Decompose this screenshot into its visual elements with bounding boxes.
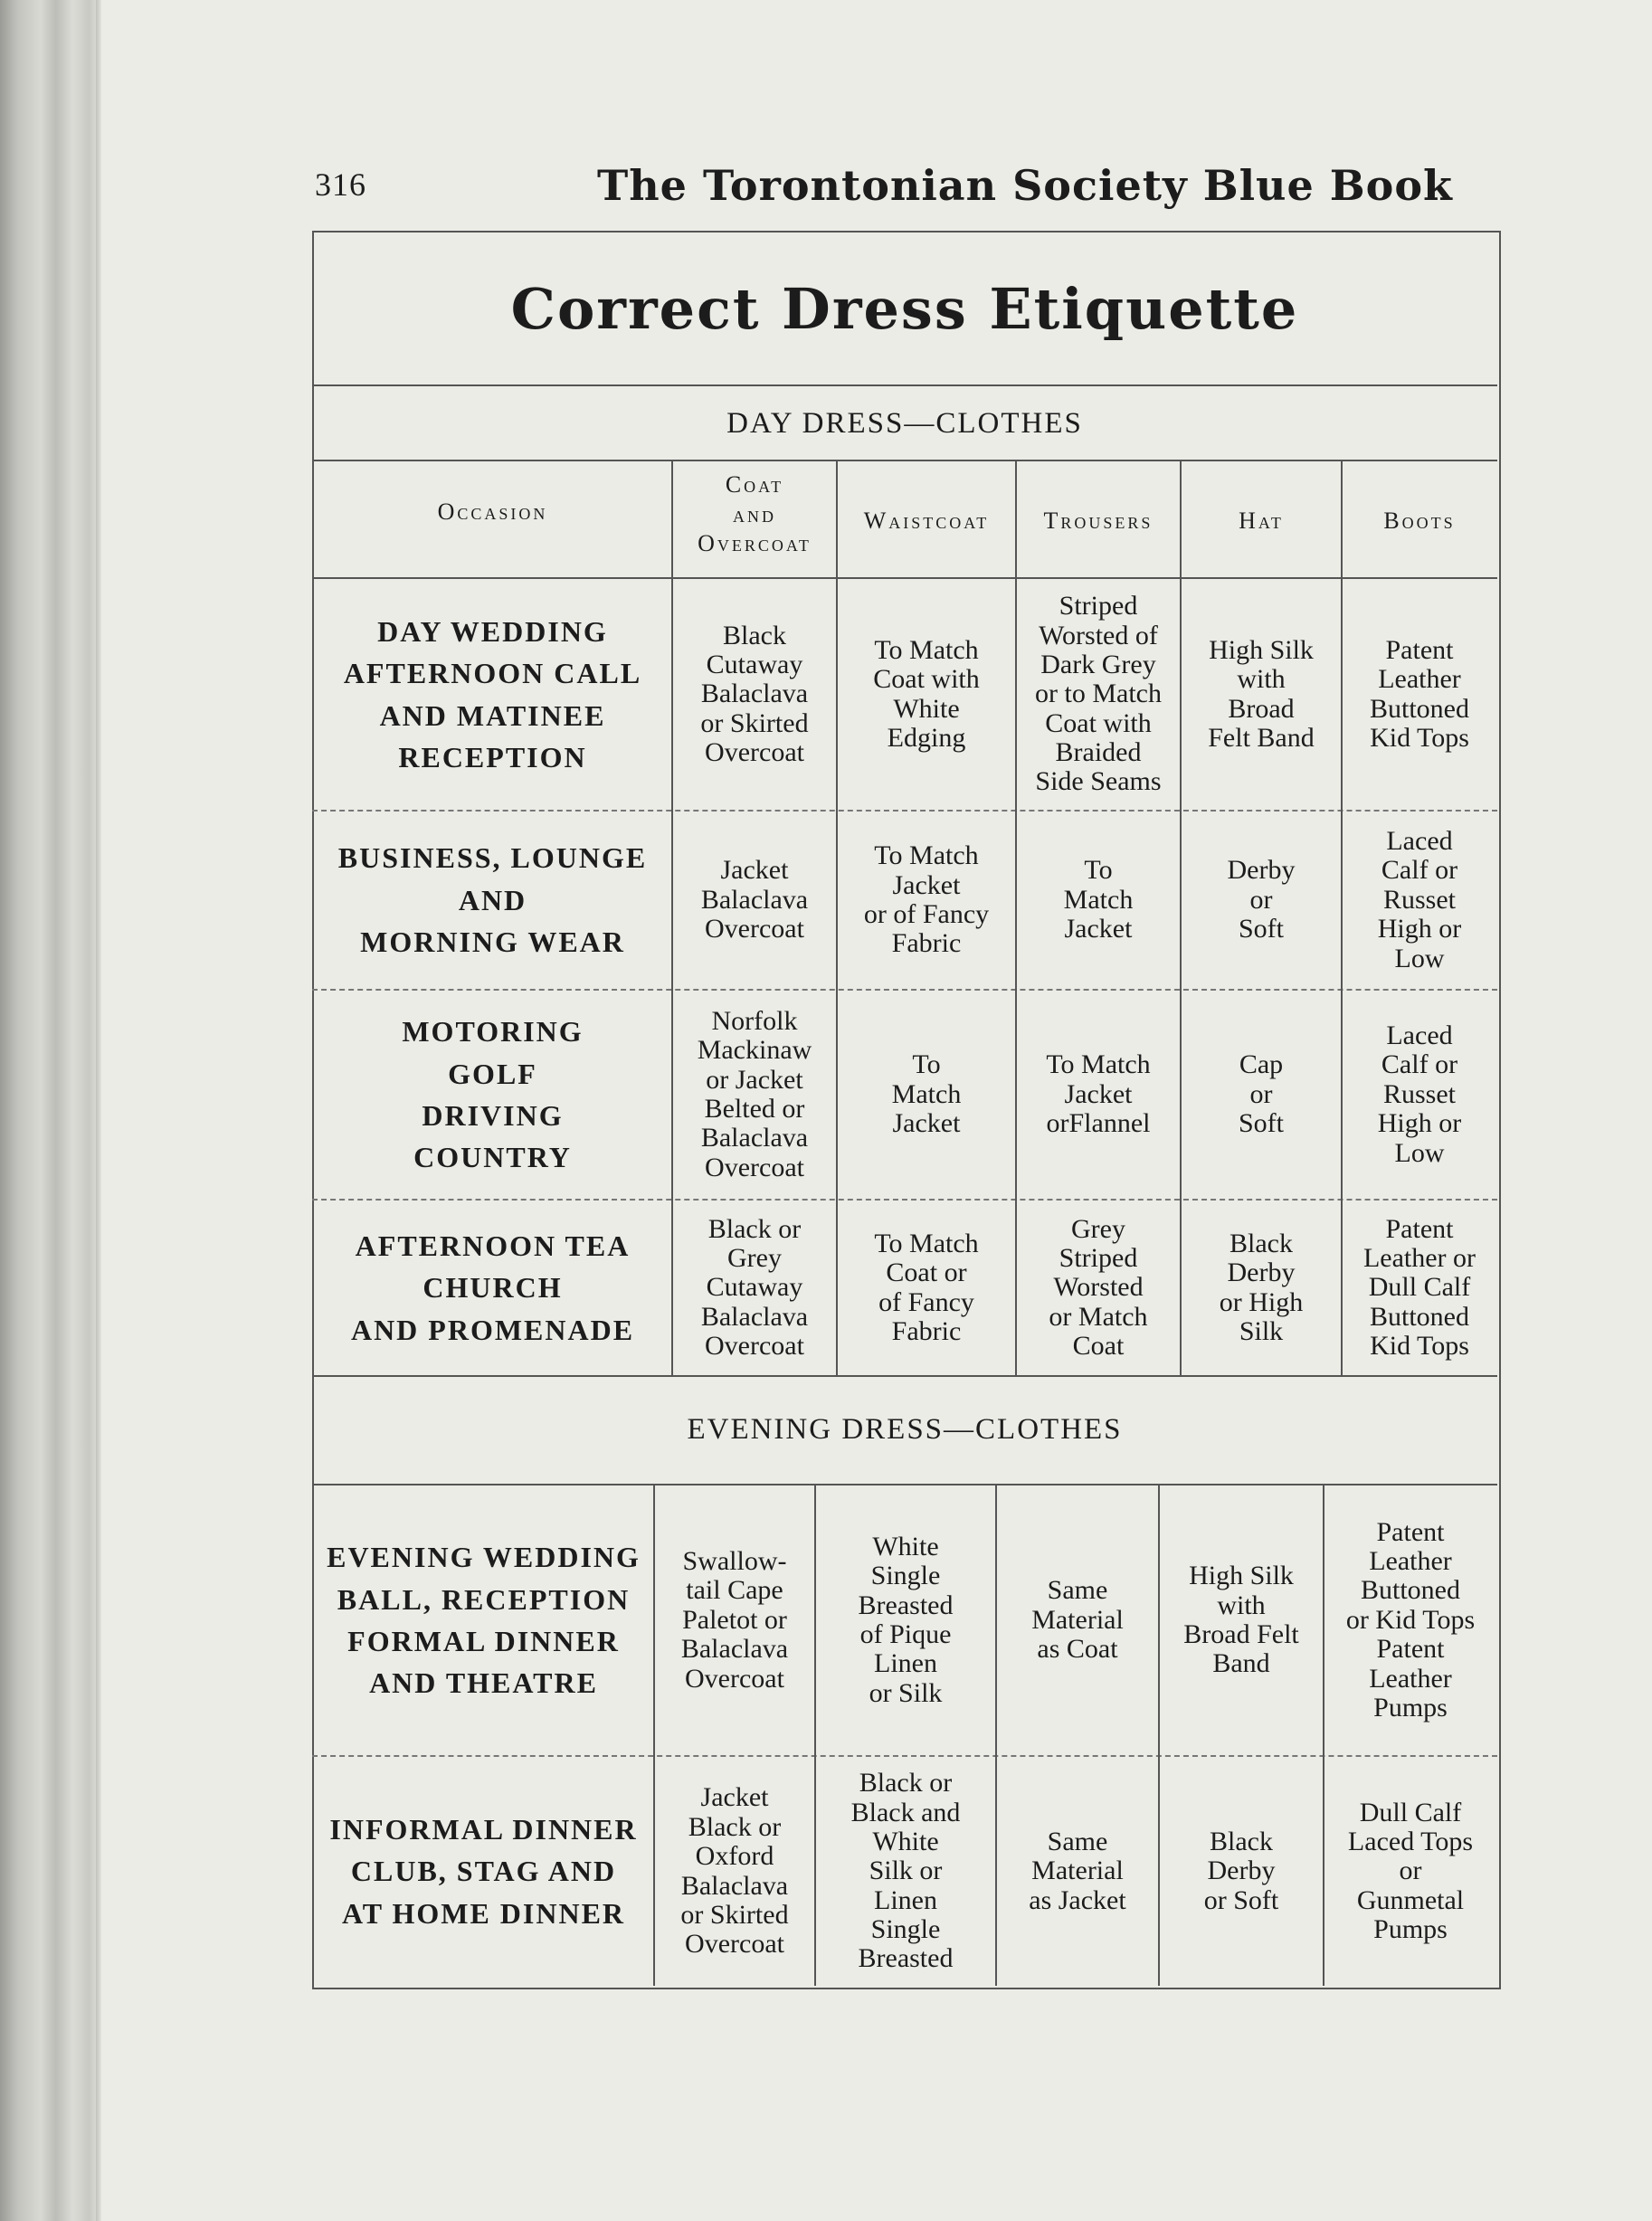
evening-section-heading: EVENING DRESS—CLOTHES xyxy=(687,1413,1123,1446)
header-coat: Coat and Overcoat xyxy=(698,471,812,556)
row-afternoon-tea-hat: Black Derby or High Silk xyxy=(1219,1228,1304,1346)
row-motoring-occasion: MOTORING GOLF DRIVING COUNTRY xyxy=(402,1015,584,1174)
row-informal-dinner-coat: Jacket Black or Oxford Balaclava or Skirted Overcoat xyxy=(680,1782,789,1960)
page-number: 316 xyxy=(315,166,366,203)
row-motoring-trousers: To Match Jacket orFlannel xyxy=(1046,1049,1151,1139)
header-hat: Hat xyxy=(1239,508,1284,534)
running-head: The Torontonian Society Blue Book xyxy=(597,161,1453,210)
book-page-edge xyxy=(0,0,101,2221)
row-afternoon-tea-waistcoat: To Match Coat or of Fancy Fabric xyxy=(874,1228,979,1346)
row-afternoon-tea-coat: Black or Grey Cutaway Balaclava Overcoat xyxy=(700,1213,809,1362)
rule-above-headers xyxy=(312,460,1497,461)
header-boots: Boots xyxy=(1383,508,1456,534)
row-evening-wedding-waistcoat: White Single Breasted of Pique Linen or Silk xyxy=(858,1531,954,1708)
header-trousers: Trousers xyxy=(1043,508,1154,534)
row-day-wedding-hat: High Silk with Broad Felt Band xyxy=(1208,634,1315,753)
day-section-heading: DAY DRESS—CLOTHES xyxy=(726,407,1083,440)
row-business-occasion: BUSINESS, LOUNGE AND MORNING WEAR xyxy=(337,841,648,959)
row-informal-dinner-waistcoat: Black or Black and White Silk or Linen Single Breasted xyxy=(850,1768,961,1974)
row-business-hat: Derby or Soft xyxy=(1227,855,1296,944)
header-occasion: Occasion xyxy=(437,498,548,525)
row-afternoon-tea-boots: Patent Leather or Dull Calf Buttoned Kid Tops xyxy=(1362,1213,1476,1362)
row-day-wedding-coat: Black Cutaway Balaclava or Skirted Overcoat xyxy=(700,620,809,768)
table-title: Correct Dress Etiquette xyxy=(510,276,1299,342)
row-afternoon-tea-occasion: AFTERNOON TEA CHURCH AND PROMENADE xyxy=(350,1229,635,1346)
row-informal-dinner-hat: Black Derby or Soft xyxy=(1203,1826,1279,1915)
row-evening-wedding-coat: Swallow- tail Cape Paletot or Balaclava Overcoat xyxy=(680,1546,789,1694)
row-evening-wedding-occasion: EVENING WEDDING BALL, RECEPTION FORMAL DINNER AND THEATRE xyxy=(327,1541,641,1700)
row-motoring-hat: Cap or Soft xyxy=(1238,1049,1284,1139)
row-informal-dinner-boots: Dull Calf Laced Tops or Gunmetal Pumps xyxy=(1347,1797,1474,1945)
row-informal-dinner-occasion: INFORMAL DINNER CLUB, STAG AND AT HOME DINNER xyxy=(329,1812,638,1930)
header-waistcoat: Waistcoat xyxy=(863,508,990,534)
row-business-waistcoat: To Match Jacket or of Fancy Fabric xyxy=(863,840,990,959)
row-afternoon-tea-trousers: Grey Striped Worsted or Match Coat xyxy=(1049,1213,1148,1362)
row-motoring-coat: Norfolk Mackinaw or Jacket Belted or Balaclava Overcoat xyxy=(697,1005,812,1182)
row-evening-wedding-trousers: Same Material as Coat xyxy=(1031,1575,1124,1665)
rule-under-title xyxy=(312,384,1497,386)
row-evening-wedding-hat: High Silk with Broad Felt Band xyxy=(1183,1561,1299,1679)
row-business-trousers: To Match Jacket xyxy=(1063,855,1134,944)
row-business-coat: Jacket Balaclava Overcoat xyxy=(700,855,809,944)
rule-above-evening xyxy=(312,1375,1497,1377)
row-motoring-waistcoat: To Match Jacket xyxy=(891,1049,962,1139)
row-day-wedding-boots: Patent Leather Buttoned Kid Tops xyxy=(1370,634,1469,753)
row-evening-wedding-boots: Patent Leather Buttoned or Kid Tops Patent Leather Pumps xyxy=(1345,1516,1476,1723)
row-motoring-boots: Laced Calf or Russet High or Low xyxy=(1377,1020,1462,1168)
row-informal-dinner-trousers: Same Material as Jacket xyxy=(1029,1826,1126,1915)
row-business-boots: Laced Calf or Russet High or Low xyxy=(1377,826,1462,973)
row-day-wedding-waistcoat: To Match Coat with White Edging xyxy=(873,634,980,753)
row-day-wedding-trousers: Striped Worsted of Dark Grey or to Match Coat with Braided Side Seams xyxy=(1035,591,1162,797)
row-day-wedding-occasion: DAY WEDDING AFTERNOON CALL AND MATINEE RECEPTION xyxy=(343,614,642,774)
